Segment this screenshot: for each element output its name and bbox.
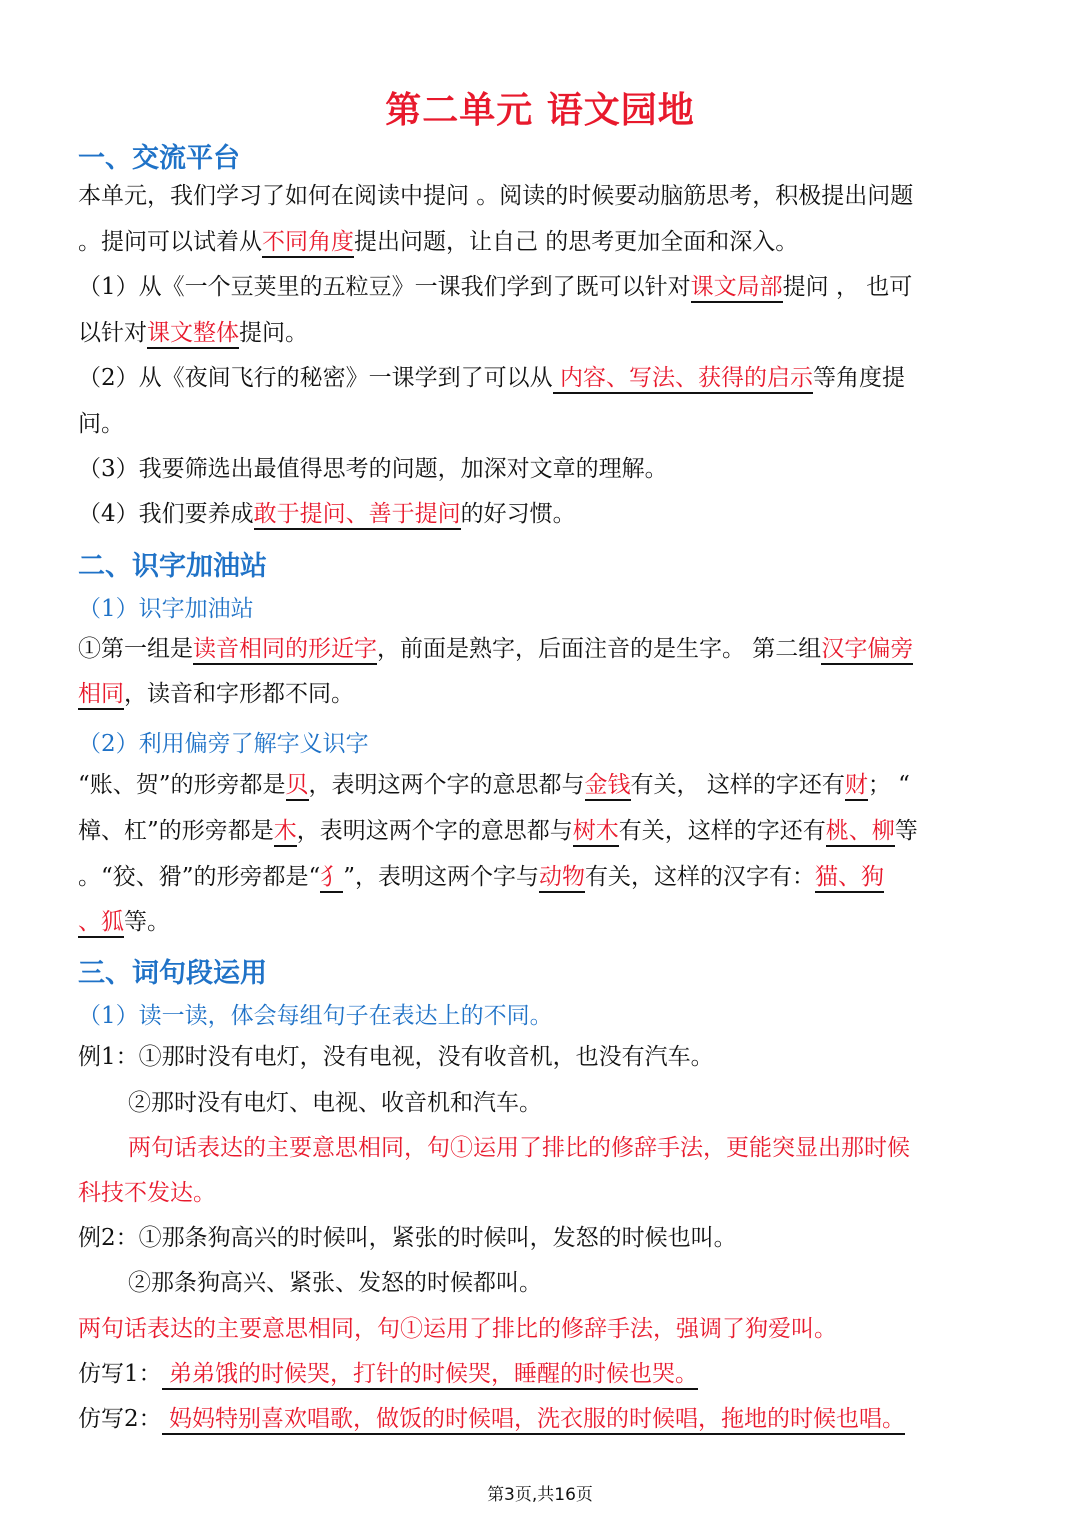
paragraph-intro-line2: [78, 227, 798, 257]
radicals-line3: [78, 862, 884, 892]
section-heading-usage: 三、词句段运用: [78, 958, 267, 989]
text: 有关，这样的汉字有：: [585, 864, 816, 890]
section-heading-exchange: 一、交流平台: [78, 143, 240, 174]
answer-blank: 课文整体: [147, 320, 239, 349]
literacy-line2: [78, 679, 354, 709]
text: ”，表明这两个字与: [343, 864, 540, 890]
text: 提问 ， 也可: [782, 274, 913, 300]
answer-blank: 、狐: [78, 909, 124, 938]
text: （2）从《夜间飞行的秘密》一课学到了可以从: [78, 365, 553, 391]
text: （3）我要筛选出最值得思考的问题，加深对文章的理解。: [78, 456, 668, 482]
answer-blank: 树木: [573, 818, 619, 847]
text: 以针对: [78, 320, 147, 346]
item-1-line2: [78, 318, 308, 348]
answer-blank: 动物: [539, 864, 585, 893]
example-1-answer-line1: 两句话表达的主要意思相同，句①运用了排比的修辞手法，更能突显出那时候: [128, 1135, 910, 1161]
example-1-answer-line2: 科技不发达。: [78, 1180, 216, 1206]
example-2-sentence-1: 例2：①那条狗高兴的时候叫，紧张的时候叫，发怒的时候也叫。: [78, 1225, 737, 1251]
answer-blank: 课文局部: [691, 274, 783, 303]
example-2-answer: 两句话表达的主要意思相同，句①运用了排比的修辞手法，强调了狗爱叫。: [78, 1316, 837, 1342]
page-title: 第二单元 语文园地: [385, 90, 695, 131]
radicals-line4: [78, 907, 170, 937]
subheading-literacy: （1）识字加油站: [78, 596, 254, 622]
subheading-read: （1）读一读，体会每组句子在表达上的不同。: [78, 1003, 553, 1029]
answer-blank: 妈妈特别喜欢唱歌，做饭的时候唱，洗衣服的时候唱，拖地的时候也唱。: [162, 1406, 905, 1435]
item-3: [78, 454, 668, 484]
section-heading-literacy: 二、识字加油站: [78, 551, 267, 582]
item-1-line1: [78, 272, 912, 302]
text: 有关， 这样的字还有: [630, 772, 845, 798]
answer-blank: 金钱: [585, 772, 631, 801]
item-4: [78, 499, 576, 529]
text: 。“狡、猾”的形旁都是“: [78, 864, 321, 890]
text: 有关，这样的字还有: [618, 818, 826, 844]
text: ，表明这两个字的意思都与: [308, 772, 585, 798]
text: 提出问题，让自己 的思考更加全面和深入。: [354, 229, 799, 255]
text: 问。: [78, 411, 124, 437]
answer-blank: 犭: [320, 864, 343, 893]
answer-blank: 读音相同的形近字: [193, 636, 377, 665]
literacy-line1: [78, 634, 913, 664]
text: ①第一组是: [78, 636, 193, 662]
imitation-1: [78, 1359, 698, 1389]
paragraph-intro-line1: [78, 181, 913, 211]
answer-blank: 内容、写法、获得的启示: [553, 365, 813, 394]
example-1-sentence-1: 例1：①那时没有电灯，没有电视，没有收音机，也没有汽车。: [78, 1044, 714, 1070]
answer-blank: 敢于提问、善于提问: [254, 501, 461, 530]
radicals-line2: [78, 816, 918, 846]
answer-blank: 相同: [78, 681, 124, 710]
item-2-line2: [78, 409, 124, 439]
text: ，表明这两个字的意思都与: [296, 818, 573, 844]
page-number-footer: 第3页,共16页: [487, 1485, 593, 1505]
imitation-label: 仿写1：: [78, 1361, 162, 1387]
text: （4）我们要养成: [78, 501, 254, 527]
text: ； “: [867, 772, 910, 798]
answer-blank: 桃、柳: [826, 818, 895, 847]
answer-blank: 财: [845, 772, 868, 801]
answer-blank: 汉字偏旁: [821, 636, 913, 665]
example-1-sentence-2: ②那时没有电灯、电视、收音机和汽车。: [128, 1090, 542, 1116]
answer-blank: 木: [274, 818, 297, 847]
text: 提问。: [239, 320, 308, 346]
imitation-label: 仿写2：: [78, 1406, 162, 1432]
text: “账、贺”的形旁都是: [78, 772, 286, 798]
imitation-2: [78, 1404, 905, 1434]
item-2-line1: [78, 363, 905, 393]
text: 等。: [124, 909, 170, 935]
text: 等角度提: [812, 365, 905, 391]
answer-blank: 贝: [286, 772, 309, 801]
text: （1）从《一个豆荚里的五粒豆》一课我们学到了既可以针对: [78, 274, 691, 300]
text: 等: [894, 818, 918, 844]
text: 的好习惯。: [460, 501, 576, 527]
answer-blank: 弟弟饿的时候哭，打针的时候哭，睡醒的时候也哭。: [162, 1361, 698, 1390]
radicals-line1: [78, 770, 910, 800]
text: ，前面是熟字，后面注音的是生字。 第二组: [377, 636, 822, 662]
text: 。提问可以试着从: [78, 229, 262, 255]
answer-blank: 猫、狗: [815, 864, 884, 893]
text: ，读音和字形都不同。: [124, 681, 354, 707]
subheading-radicals: （2）利用偏旁了解字义识字: [78, 731, 369, 757]
example-2-sentence-2: ②那条狗高兴、紧张、发怒的时候都叫。: [128, 1270, 542, 1296]
text: 本单元，我们学习了如何在阅读中提问 。阅读的时候要动脑筋思考，积极提出问题: [78, 183, 914, 209]
text: 樟、杠”的形旁都是: [78, 818, 274, 844]
answer-blank: 不同角度: [262, 229, 354, 258]
